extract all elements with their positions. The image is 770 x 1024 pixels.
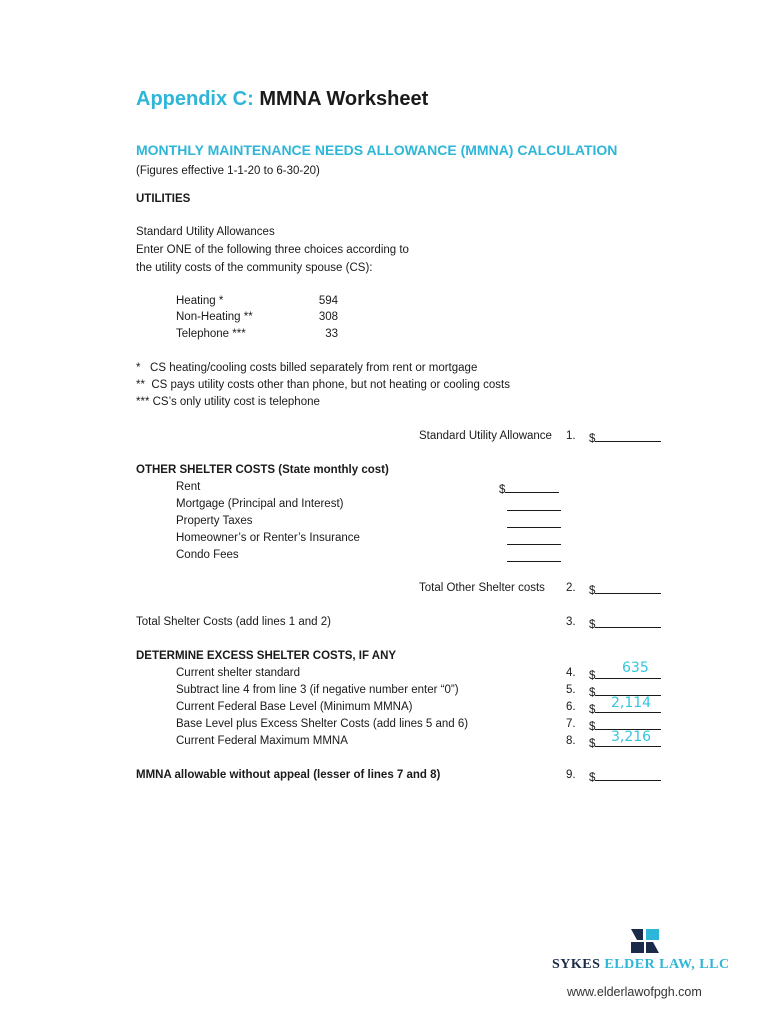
line9-number: 9. [566,769,576,781]
rent-field[interactable] [499,481,559,496]
line8-label: Current Federal Maximum MMNA [176,735,348,747]
line6-value: 2,114 [611,695,652,711]
dollar-sign: $ [499,484,506,496]
dollar-sign: $ [589,670,596,682]
line2-number: 2. [566,582,576,594]
insurance-field[interactable] [507,532,561,550]
effective-dates: (Figures effective 1-1-20 to 6-30-20) [136,165,320,177]
line4-value: 635 [622,660,649,676]
line5-number: 5. [566,684,576,696]
line9-label: MMNA allowable without appeal (lesser of lines 7 and 8) [136,769,441,781]
shelter-heading: OTHER SHELTER COSTS (State monthly cost) [136,464,389,476]
firm-name-sykes: SYKES [552,957,601,972]
shelter-item-mortgage: Mortgage (Principal and Interest) [176,498,344,510]
line3-field[interactable] [589,616,661,631]
dollar-sign: $ [589,721,596,733]
mortgage-field[interactable] [507,498,561,516]
firm-name-elder: ELDER LAW, LLC [604,957,730,972]
dollar-sign: $ [589,772,596,784]
line3-number: 3. [566,616,576,628]
line4-number: 4. [566,667,576,679]
utilities-heading: UTILITIES [136,193,191,205]
utilities-intro-3: the utility costs of the community spouse (CS): [136,262,373,274]
s-mark-logo-icon [628,927,662,955]
line8-value: 3,216 [611,729,652,745]
excess-heading: DETERMINE EXCESS SHELTER COSTS, IF ANY [136,650,397,662]
choice-heating-label: Heating * [176,295,224,307]
line3-label: Total Shelter Costs (add lines 1 and 2) [136,616,331,628]
shelter-item-condo: Condo Fees [176,549,239,561]
utilities-intro-1: Standard Utility Allowances [136,226,275,238]
taxes-field[interactable] [507,515,561,533]
shelter-item-taxes: Property Taxes [176,515,253,527]
title-main: MMNA Worksheet [259,88,429,110]
utilities-intro-2: Enter ONE of the following three choices according to [136,244,409,256]
title-accent: Appendix C: [136,88,254,110]
firm-name [552,957,730,973]
choice-heating-value: 594 [318,295,338,307]
line5-label: Subtract line 4 from line 3 (if negative number enter “0”) [176,684,459,696]
page-title [136,88,428,111]
footnote-2: ** CS pays utility costs other than phone, but not heating or cooling costs [136,379,510,391]
website-url[interactable]: www.elderlawofpgh.com [567,985,702,999]
line7-label: Base Level plus Excess Shelter Costs (add lines 5 and 6) [176,718,469,730]
line1-label: Standard Utility Allowance [419,430,552,442]
dollar-sign: $ [589,738,596,750]
choice-nonheating-value: 308 [318,311,338,323]
shelter-item-rent: Rent [176,481,201,493]
dollar-sign: $ [589,619,596,631]
dollar-sign: $ [589,704,596,716]
dollar-sign: $ [589,585,596,597]
choice-telephone-value: 33 [325,328,338,340]
line1-number: 1. [566,430,576,442]
choice-telephone-label: Telephone *** [176,328,246,340]
dollar-sign: $ [589,433,596,445]
shelter-item-insurance: Homeowner’s or Renter’s Insurance [176,532,360,544]
condo-field[interactable] [507,549,561,567]
line6-label: Current Federal Base Level (Minimum MMNA) [176,701,413,713]
dollar-sign: $ [589,687,596,699]
footnote-1: * CS heating/cooling costs billed separately from rent or mortgage [136,362,478,374]
line9-field[interactable] [589,769,661,784]
footnote-3: *** CS’s only utility cost is telephone [136,396,320,408]
line8-number: 8. [566,735,576,747]
line1-field[interactable] [589,430,661,445]
choice-nonheating-label: Non-Heating ** [176,311,253,323]
line6-number: 6. [566,701,576,713]
line4-label: Current shelter standard [176,667,301,679]
section-subtitle: MONTHLY MAINTENANCE NEEDS ALLOWANCE (MMNA) CALCULATION [136,142,618,158]
line2-field[interactable] [589,582,661,597]
line7-number: 7. [566,718,576,730]
line2-label: Total Other Shelter costs [419,582,545,594]
